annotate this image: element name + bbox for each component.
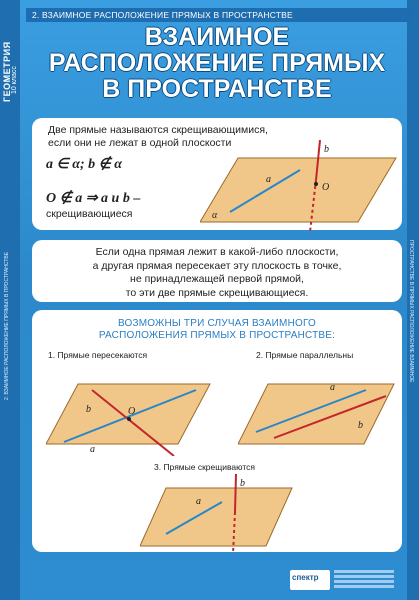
definition-line-1: Две прямые называются скрещивающимися, — [48, 124, 268, 136]
footer-line — [334, 585, 394, 588]
footer-info-lines — [334, 570, 404, 592]
case-3-label-a: a — [196, 496, 201, 507]
theorem-text — [40, 246, 394, 300]
case-3-caption: 3. Прямые скрещиваются — [154, 462, 255, 472]
theorem-line-3: не принадлежащей первой прямой, — [130, 273, 304, 285]
case-2-diagram — [238, 364, 398, 456]
label-b: b — [324, 144, 329, 155]
case-1-point-o — [127, 417, 131, 421]
subject-label: ГЕОМЕТРИЯ — [2, 41, 12, 102]
cases-heading-line-1: ВОЗМОЖНЫ ТРИ СЛУЧАЯ ВЗАИМНОГО — [117, 318, 316, 329]
definition-line-2: если они не лежат в одной плоскости — [48, 137, 232, 149]
formula-2-tail-text: скрещивающиеся — [46, 208, 133, 220]
footer-line — [334, 575, 394, 578]
label-alpha: α — [212, 210, 218, 221]
footer-line — [334, 580, 394, 583]
formula-2: O ∉ a ⇒ a и b – — [46, 191, 141, 206]
case-3-line-b-upper — [235, 474, 236, 512]
theorem-line-1: Если одна прямая лежит в какой-либо плоскости, — [95, 246, 339, 258]
point-o — [314, 182, 318, 186]
theorem-line-4: то эти две прямые скрещивающиеся. — [125, 286, 309, 299]
publisher-logo-text: спектр — [292, 573, 319, 582]
label-o: O — [322, 182, 330, 193]
skew-lines-diagram — [200, 140, 400, 232]
formula-2-tail — [46, 206, 132, 222]
case-2-caption: 2. Прямые параллельны — [256, 350, 354, 360]
case-3-plane — [140, 488, 292, 546]
title-line-1: ВЗАИМНОЕ — [144, 23, 290, 51]
plane-alpha — [200, 158, 396, 222]
case-1-label-a: a — [90, 444, 95, 455]
title-line-3: В ПРОСТРАНСТВЕ — [102, 75, 332, 103]
case-2-label-a: a — [330, 382, 335, 393]
case-2-plane — [238, 384, 394, 444]
case-1-label-o: O — [128, 406, 136, 417]
cases-heading — [40, 318, 394, 342]
formula-1: a ∈ α; b ∉ α — [46, 157, 123, 172]
theorem-line-2: а другая прямая пересекает эту плоскость в точке, — [92, 259, 342, 272]
case-3-label-b: b — [240, 478, 245, 489]
left-vertical-label: 2. ВЗАИМНОЕ РАСПОЛОЖЕНИЕ ПРЯМЫХ В ПРОСТРАНСТВЕ — [4, 251, 10, 400]
case-2-label-b: b — [358, 420, 363, 431]
case-1-label-b: b — [86, 404, 91, 415]
case-1-diagram — [46, 364, 212, 456]
case-1-caption: 1. Прямые пересекаются — [48, 350, 148, 360]
page-title — [24, 24, 410, 102]
top-bar: 2. ВЗАИМНОЕ РАСПОЛОЖЕНИЕ ПРЯМЫХ В ПРОСТРАНСТВЕ — [26, 8, 412, 22]
case-3-diagram — [140, 474, 296, 554]
right-vertical-label: ПРОСТРАНСТВЕ В ПРЯМЫХ РАСПОЛОЖЕНИЕ ВЗАИМНОЕ — [408, 240, 414, 383]
grade-label: 10 класс — [11, 66, 18, 94]
footer-line — [334, 570, 394, 573]
title-line-2: РАСПОЛОЖЕНИЕ ПРЯМЫХ — [48, 49, 386, 77]
cases-heading-line-2: РАСПОЛОЖЕНИЯ ПРЯМЫХ В ПРОСТРАНСТВЕ: — [98, 330, 336, 341]
label-a: a — [266, 174, 271, 185]
